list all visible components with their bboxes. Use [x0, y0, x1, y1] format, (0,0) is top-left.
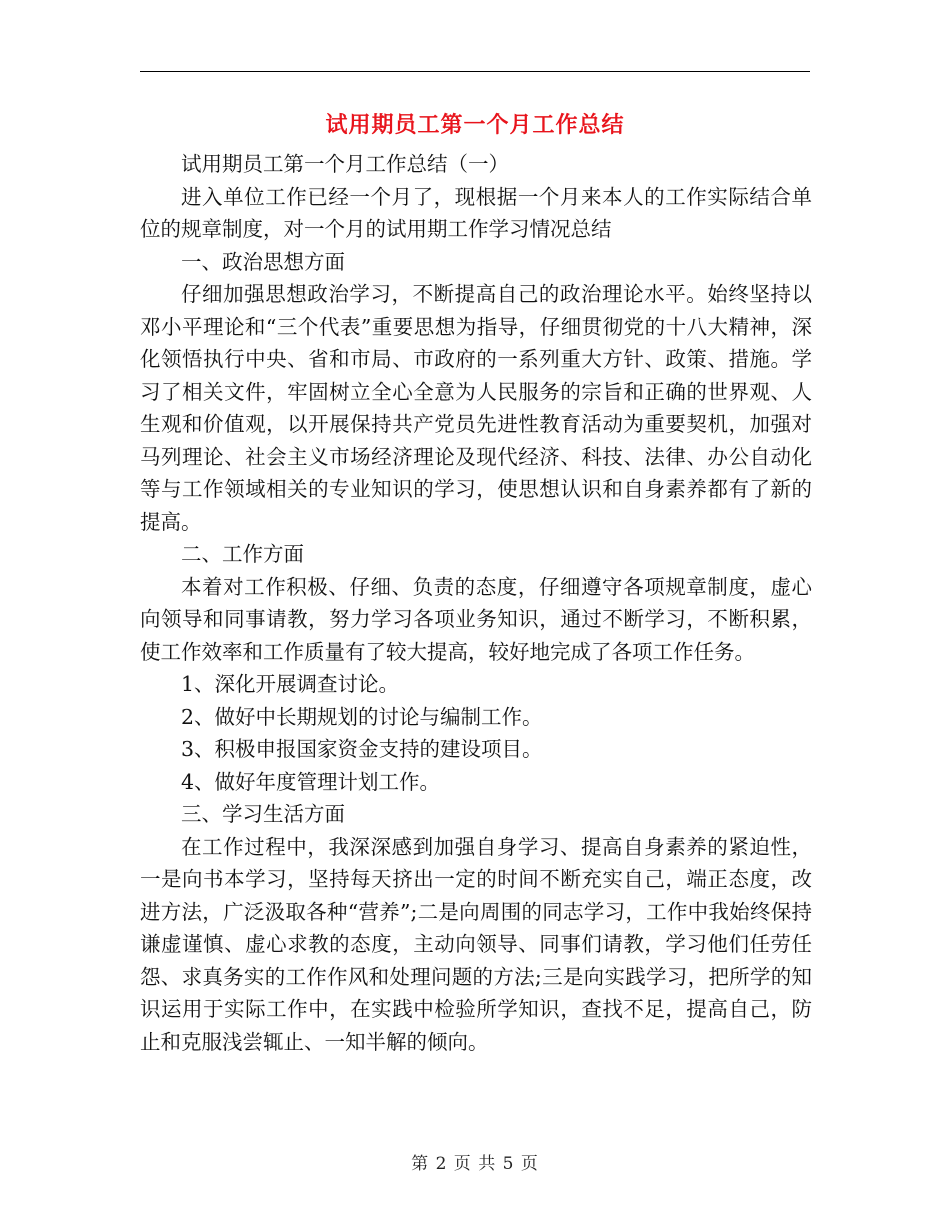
document-body — [140, 148, 812, 1058]
intro-paragraph: 进入单位工作已经一个月了，现根据一个月来本人的工作实际结合单位的规章制度，对一个月的试用期工作学习情况总结 — [140, 184, 812, 241]
heading-work: 二、工作方面 — [181, 542, 304, 566]
section-subtitle: 试用期员工第一个月工作总结（一） — [181, 152, 509, 176]
heading-political: 一、政治思想方面 — [181, 249, 345, 274]
political-paragraph: 仔细加强思想政治学习，不断提高自己的政治理论水平。始终坚持以邓小平理论和“三个代表”重要思想为指导，仔细贯彻党的十八大精神，深化领悟执行中央、省和市局、市政府的一系列重大方针、政策、措施。学习了相关文件，牢固树立全心全意为人民服务的宗旨和正确的世界观、人生观和价值观，以开展保持共产党员先进性教育活动为重要契机，加强对马列理论、社会主义市场经济理论及现代经济、科技、法律、办公自动化等与工作领域相关的专业知识的学习，使思想认识和自身素养都有了新的提高。 — [140, 282, 812, 534]
document-title: 试用期员工第一个月工作总结 — [325, 113, 625, 138]
work-paragraph: 本着对工作积极、仔细、负责的态度，仔细遵守各项规章制度，虚心向领导和同事请教，努力学习各项业务知识，通过不断学习，不断积累，使工作效率和工作质量有了较大提高，较好地完成了各项工作任务。 — [140, 574, 812, 664]
header-rule — [140, 71, 810, 72]
work-item-1: 1、深化开展调查讨论。 — [181, 672, 400, 696]
study-paragraph: 在工作过程中，我深深感到加强自身学习、提高自身素养的紧迫性，一是向书本学习，坚持每天挤出一定的时间不断充实自己，端正态度，改进方法，广泛汲取各种“营养”;二是向周围的同志学习，工作中我始终保持谦虚谨慎、虚心求教的态度，主动向领导、同事们请教，学习他们任劳任怨、求真务实的工作作风和处理问题的方法;三是向实践学习，把所学的知识运用于实际工作中，在实践中检验所学知识，查找不足，提高自己，防止和克服浅尝辄止、一知半解的倾向。 — [140, 834, 812, 1054]
page-number: 第 2 页 共 5 页 — [411, 1154, 539, 1174]
work-item-4: 4、做好年度管理计划工作。 — [181, 769, 441, 794]
work-item-2: 2、做好中长期规划的讨论与编制工作。 — [181, 704, 543, 729]
heading-study: 三、学习生活方面 — [181, 802, 345, 826]
work-item-3: 3、积极申报国家资金支持的建设项目。 — [181, 737, 543, 761]
